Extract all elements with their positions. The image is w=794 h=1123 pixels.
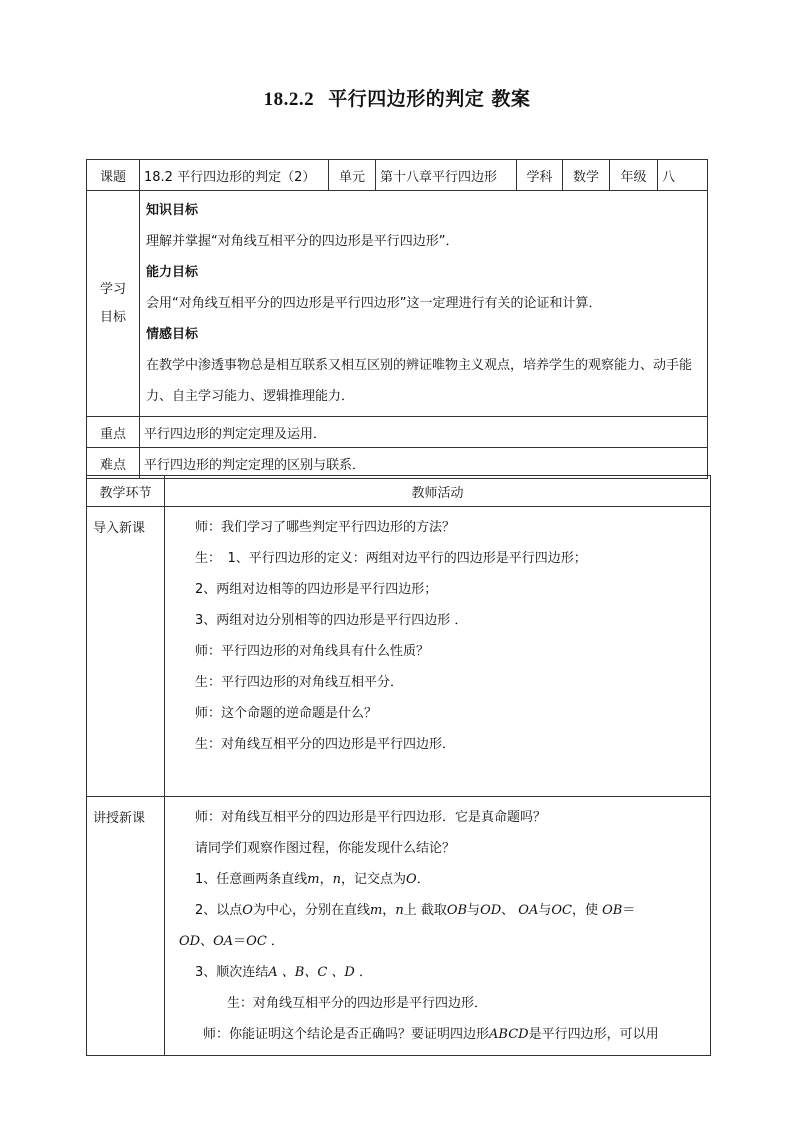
var-oc: OC	[551, 903, 572, 918]
difficulty-label: 难点	[87, 448, 140, 479]
grade-value: 八	[658, 160, 708, 191]
key-point-text: 平行四边形的判定定理及运用．	[140, 417, 708, 448]
text-span: 、	[501, 903, 519, 918]
intro-line: 3、两组对边分别相等的四边形是平行四边形 ．	[195, 613, 468, 628]
text-span: 是平行四边形，可以用	[528, 1027, 659, 1042]
lecture-line-8	[171, 1019, 704, 1050]
var-ob: OB	[446, 903, 468, 918]
lecture-content	[165, 797, 711, 1056]
text-span: 上 截取	[403, 903, 447, 918]
key-point-row	[87, 417, 708, 448]
goals-label	[87, 191, 140, 417]
info-row	[87, 160, 708, 191]
var-od: OD	[179, 934, 201, 949]
emotion-heading: 情感目标	[146, 327, 199, 342]
knowledge-text: 理解并掌握“对角线互相平分的四边形是平行四边形”．	[146, 234, 459, 249]
var-abcd: ABCD	[489, 1027, 529, 1042]
intro-line: 生： 1、平行四边形的定义：两组对边平行的四边形是平行四边形；	[195, 551, 587, 566]
text-span: 与	[538, 903, 552, 918]
text-span: 、	[200, 934, 214, 949]
text-span: ，	[382, 903, 396, 918]
text-span: 与	[467, 903, 481, 918]
difficulty-row	[87, 448, 708, 479]
grade-label: 年级	[610, 160, 658, 191]
topic-label: 课题	[87, 160, 140, 191]
text-span: 为中心，分别在直线	[252, 903, 370, 918]
text-span: ＝	[233, 934, 247, 949]
goals-content	[140, 191, 708, 417]
intro-line: 师：我们学习了哪些判定平行四边形的方法？	[195, 520, 456, 535]
lesson-info-table	[86, 159, 708, 479]
lecture-line-4	[171, 895, 704, 926]
ability-heading: 能力目标	[146, 265, 199, 280]
lecture-label: 讲授新课	[87, 797, 165, 1056]
knowledge-heading: 知识目标	[146, 203, 199, 218]
activity-table	[86, 475, 711, 1056]
var-oa: OA	[518, 903, 539, 918]
intro-line: 师：这个命题的逆命题是什么？	[195, 706, 378, 721]
intro-content	[165, 507, 711, 797]
lecture-line-6	[171, 957, 704, 988]
col-header-teacher: 教师活动	[165, 476, 711, 507]
text-span: ．	[266, 934, 284, 949]
difficulty-text: 平行四边形的判定定理的区别与联系．	[140, 448, 708, 479]
intro-line: 2、两组对边相等的四边形是平行四边形；	[195, 582, 438, 597]
intro-row	[87, 507, 711, 797]
page-title	[0, 84, 794, 111]
intro-line: 师：平行四边形的对角线具有什么性质？	[195, 644, 430, 659]
intro-line: 生：平行四边形的对角线互相平分．	[195, 675, 404, 690]
key-point-label: 重点	[87, 417, 140, 448]
text-span: ．	[416, 872, 430, 887]
lecture-line-3	[171, 864, 704, 895]
var-o: O	[406, 872, 417, 887]
topic-value: 18.2 平行四边形的判定（2）	[140, 160, 329, 191]
lecture-line-7: 生：对角线互相平分的四边形是平行四边形．	[227, 996, 488, 1011]
lecture-row	[87, 797, 711, 1056]
subject-label: 学科	[517, 160, 563, 191]
points-abcd: A 、B、C 、D	[268, 965, 355, 980]
title-number: 18.2.2	[263, 89, 315, 110]
goals-row	[87, 191, 708, 417]
var-m: m	[307, 872, 320, 887]
var-n: n	[395, 903, 404, 918]
activity-header-row	[87, 476, 711, 507]
lecture-line-5	[171, 926, 704, 957]
text-span: 3、顺次连结	[195, 965, 269, 980]
var-oc: OC	[246, 934, 267, 949]
text-span: ，记交点为	[341, 872, 407, 887]
var-oa: OA	[213, 934, 234, 949]
text-span: 2、以点	[195, 903, 243, 918]
text-span: 师：你能证明这个结论是否正确吗？要证明四边形	[203, 1027, 490, 1042]
var-m: m	[369, 903, 383, 918]
goals-label-text: 学习目标	[99, 281, 126, 325]
lecture-line-1: 师：对角线互相平分的四边形是平行四边形．它是真命题吗？	[195, 810, 547, 825]
intro-label: 导入新课	[87, 507, 165, 797]
text-span: ，	[319, 872, 333, 887]
unit-label: 单元	[329, 160, 376, 191]
text-span: ，使	[571, 903, 603, 918]
subject-value: 数学	[563, 160, 610, 191]
lecture-line-2: 请同学们观察作图过程，你能发现什么结论？	[195, 841, 456, 856]
var-n: n	[332, 872, 341, 887]
var-ob: OB	[602, 903, 623, 918]
emotion-text: 在教学中渗透事物总是相互联系又相互区别的辨证唯物主义观点，培养学生的观察能力、动手能力、自主学习能力、逻辑推理能力．	[146, 358, 693, 404]
col-header-stage: 教学环节	[87, 476, 165, 507]
var-od: OD	[480, 903, 502, 918]
intro-line: 生：对角线互相平分的四边形是平行四边形．	[195, 737, 456, 752]
text-span: 1、任意画两条直线	[195, 872, 308, 887]
title-text: 平行四边形的判定 教案	[328, 88, 531, 110]
text-span: ＝	[622, 903, 636, 918]
var-o: O	[242, 903, 253, 918]
text-span: ．	[354, 965, 372, 980]
unit-value: 第十八章平行四边形	[376, 160, 517, 191]
ability-text: 会用“对角线互相平分的四边形是平行四边形”这一定理进行有关的论证和计算．	[146, 296, 602, 311]
